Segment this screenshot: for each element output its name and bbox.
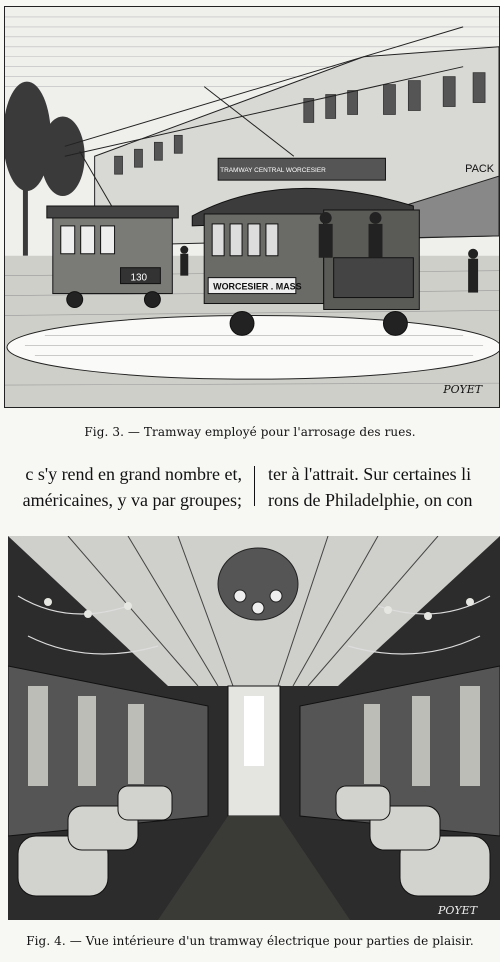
- shop-sign: PACK: [465, 163, 495, 176]
- tram-interior-engraving: [8, 536, 500, 920]
- text-line: américaines, y va par groupes;: [22, 490, 242, 510]
- car-roof-sign: TRAMWAY CENTRAL WORCESIER: [220, 167, 326, 175]
- column-divider: [254, 466, 255, 506]
- text-line: c s'y rend en grand nombre et,: [25, 464, 242, 484]
- figure-3-caption: Fig. 3. — Tramway employé pour l'arrosage des rues.: [84, 425, 416, 439]
- tramway-watering-engraving: [5, 7, 499, 407]
- figure-4-illustration: [8, 536, 500, 920]
- text-column-left: [0, 464, 242, 516]
- text-line: rons de Philadelphie, on con: [268, 490, 473, 510]
- illustrator-signature: POYET: [443, 383, 483, 397]
- car-number: 130: [130, 272, 148, 284]
- figure-3-illustration: [4, 6, 500, 408]
- text-line: ter à l'attrait. Sur certaines li: [268, 464, 472, 484]
- figure-4-caption: Fig. 4. — Vue intérieure d'un tramway électrique pour parties de plaisir.: [26, 934, 474, 948]
- illustrator-signature: POYET: [438, 904, 478, 917]
- car-side-sign: WORCESIER . MASS: [213, 281, 302, 292]
- text-column-right: [268, 464, 500, 516]
